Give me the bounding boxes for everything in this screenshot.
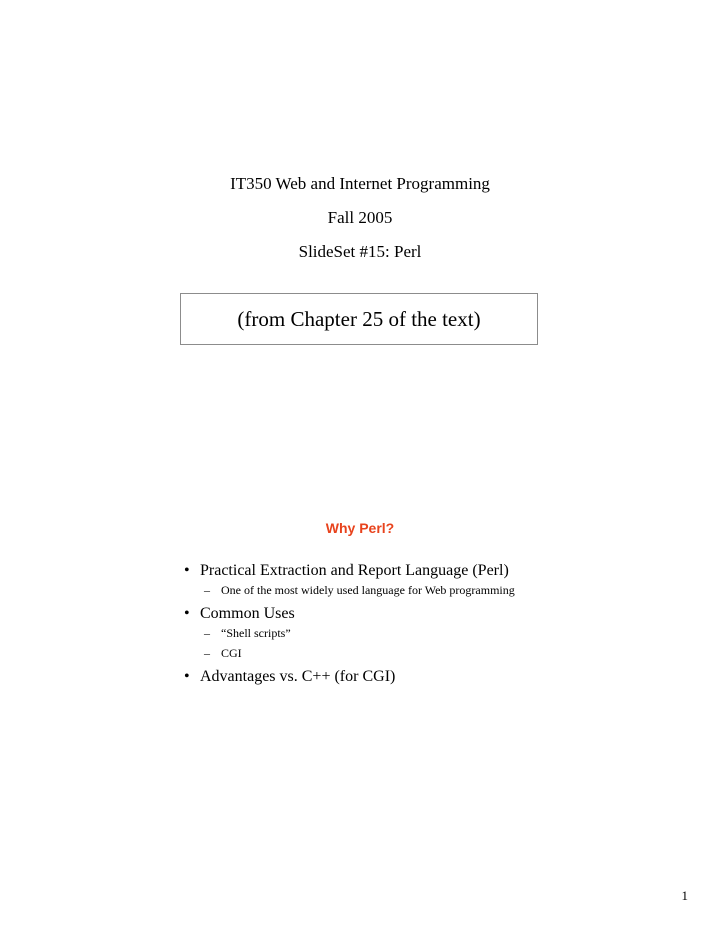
dash-icon: – (204, 583, 210, 597)
title-slide (180, 174, 540, 276)
bullet-text: Common Uses (200, 605, 295, 622)
bullet-icon: • (184, 562, 190, 579)
subtitle-box (180, 293, 538, 345)
sub-item (200, 627, 564, 640)
subtitle: (from Chapter 25 of the text) (237, 307, 481, 331)
sub-item (200, 647, 564, 660)
bullet-text: Advantages vs. C++ (for CGI) (200, 668, 396, 685)
bullet-text: Practical Extraction and Report Language (Perl) (200, 562, 509, 579)
bullet-list (184, 561, 564, 692)
dash-icon: – (204, 626, 210, 640)
slideset-title: SlideSet #15: Perl (298, 242, 422, 261)
bullet-item (184, 667, 564, 686)
bullet-icon: • (184, 605, 190, 622)
course-title: IT350 Web and Internet Programming (230, 174, 490, 193)
bullet-item (184, 604, 564, 660)
sub-item-text: CGI (221, 646, 242, 660)
sub-list (200, 584, 564, 597)
sub-list (200, 627, 564, 660)
bullet-item (184, 561, 564, 597)
page-number: 1 (681, 888, 688, 903)
sub-item (200, 584, 564, 597)
dash-icon: – (204, 646, 210, 660)
term: Fall 2005 (327, 208, 393, 227)
sub-item-text: One of the most widely used language for Web programming (221, 583, 515, 597)
slide-heading: Why Perl? (325, 520, 395, 536)
bullet-icon: • (184, 668, 190, 685)
sub-item-text: “Shell scripts” (221, 626, 291, 640)
